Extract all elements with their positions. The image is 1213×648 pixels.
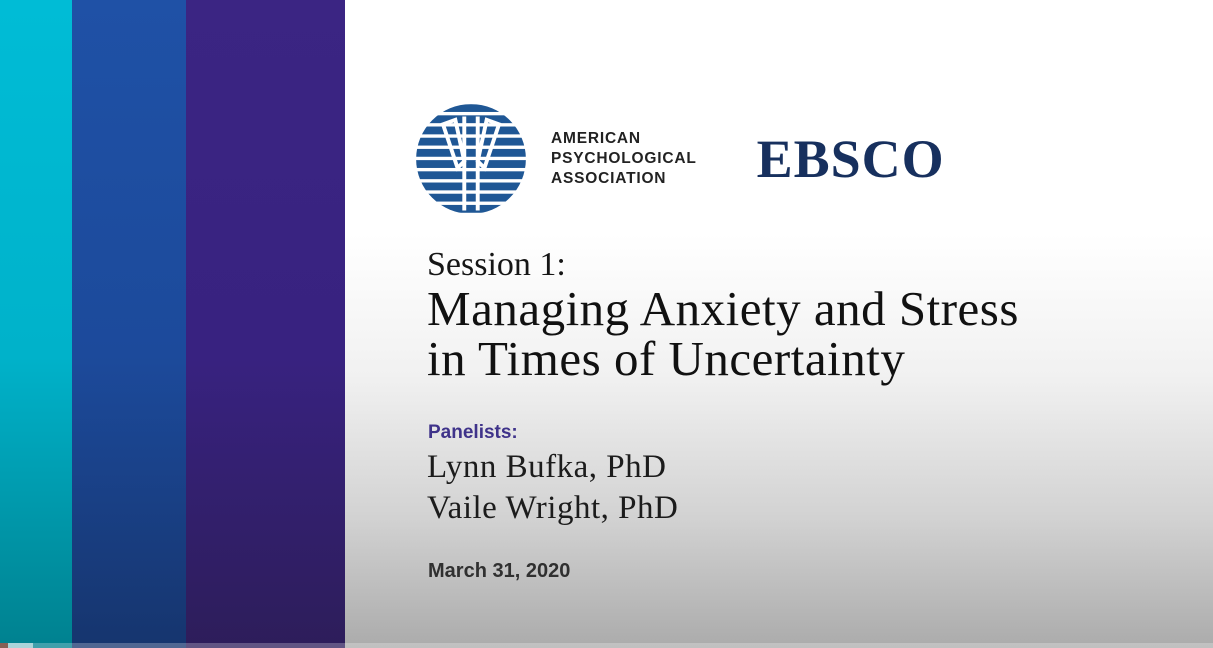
brand-bar-blue xyxy=(72,0,186,648)
panelist-name-1: Lynn Bufka, PhD xyxy=(427,449,667,485)
video-progress-buffered xyxy=(8,643,33,648)
video-progress-played xyxy=(0,643,8,648)
logo-row xyxy=(415,103,945,215)
session-label: Session 1: xyxy=(427,246,566,283)
apa-wordmark-line-2: PSYCHOLOGICAL xyxy=(551,150,697,167)
apa-wordmark-line-1: AMERICAN xyxy=(551,130,641,147)
slide-title-line-2: in Times of Uncertainty xyxy=(427,331,906,386)
slide-surface xyxy=(345,0,1213,648)
brand-bar-purple xyxy=(186,0,345,648)
panelists-label: Panelists: xyxy=(428,422,518,443)
slide-title-line-1: Managing Anxiety and Stress xyxy=(427,281,1019,336)
slide-title xyxy=(427,281,1019,386)
apa-wordmark-line-3: ASSOCIATION xyxy=(551,170,667,187)
apa-wordmark xyxy=(551,129,697,189)
apa-psi-logo-icon xyxy=(415,103,527,215)
date-label: March 31, 2020 xyxy=(428,560,571,582)
ebsco-logo: EBSCO xyxy=(756,129,945,189)
panelist-list xyxy=(427,447,678,529)
video-progress-bar[interactable] xyxy=(0,643,1213,648)
panelist-name-2: Vaile Wright, PhD xyxy=(427,490,679,526)
brand-bar-teal xyxy=(0,0,72,648)
